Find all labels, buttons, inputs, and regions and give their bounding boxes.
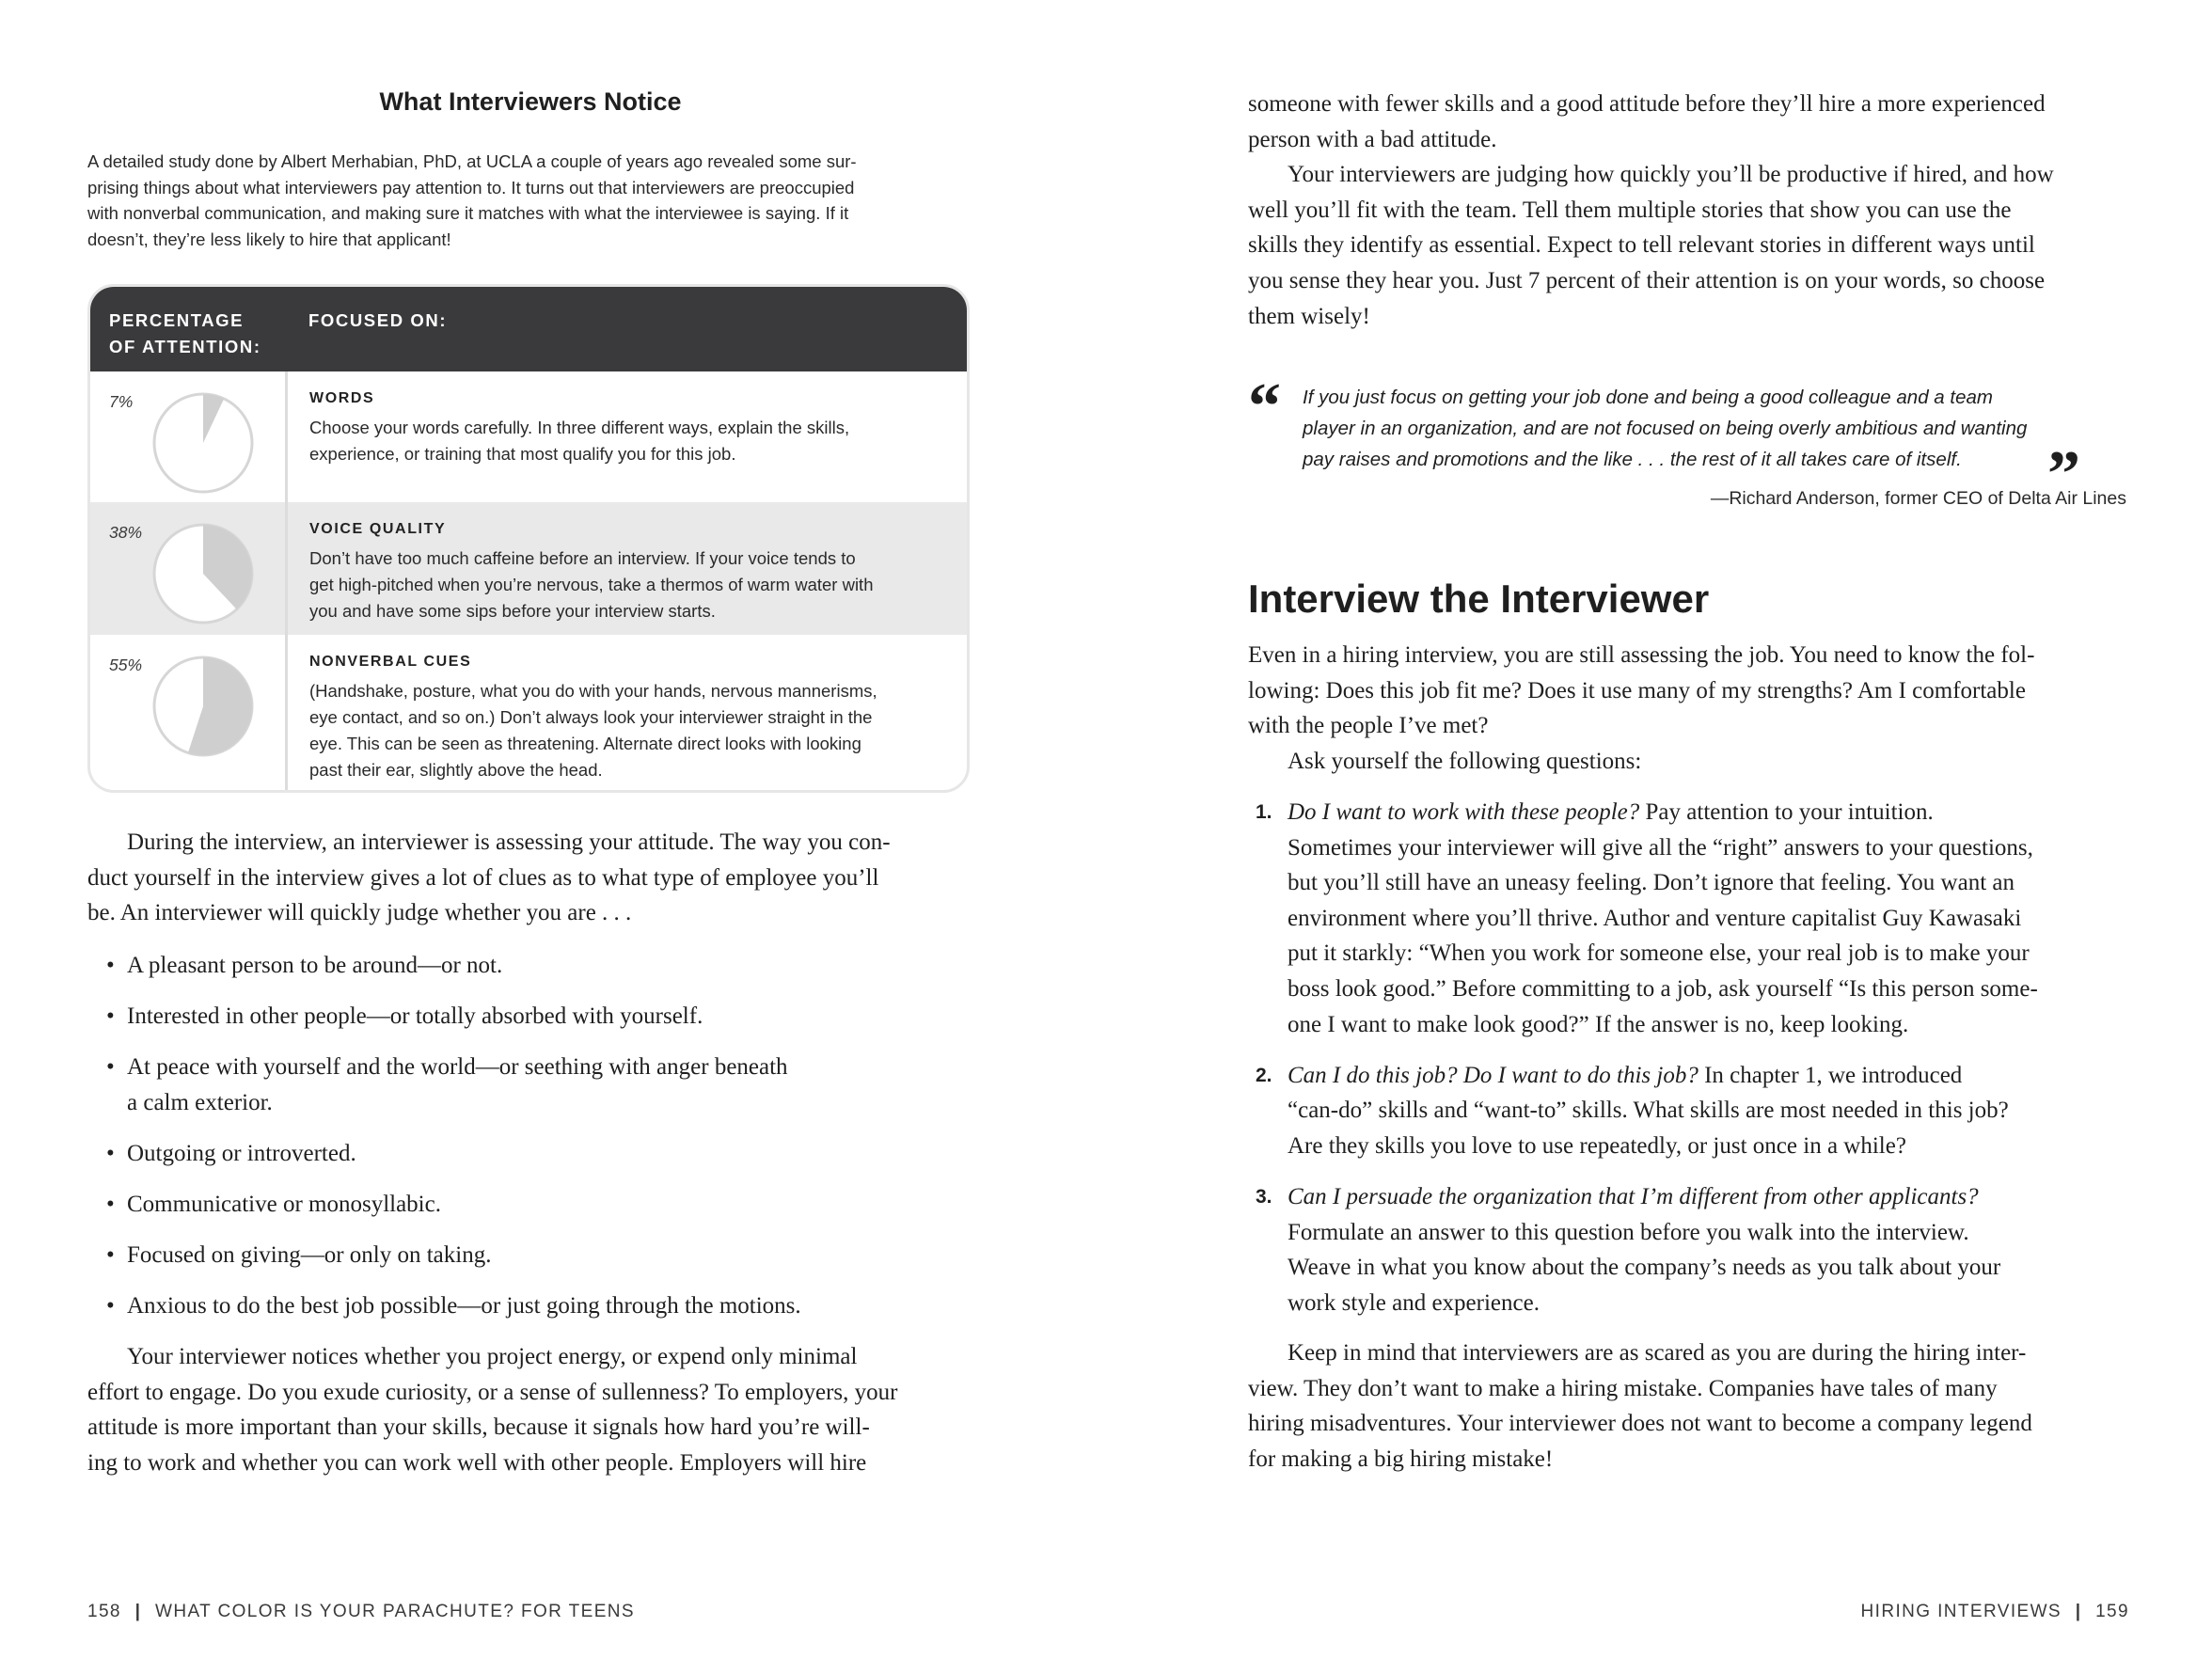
paragraph-line: hiring misadventures. Your interviewer does not want to become a company legend: [1248, 1411, 2032, 1437]
header-percentage-line2: OF ATTENTION:: [109, 337, 261, 356]
bullet-icon: •: [106, 1140, 115, 1166]
description-line: eye. This can be seen as threatening. Alternate direct looks with looking: [309, 734, 861, 753]
paragraph-energy: [87, 1339, 973, 1480]
question-text: Do I want to work with these people?: [1288, 799, 1640, 825]
list-item: [87, 1238, 973, 1273]
description-line: past their ear, slightly above the head.: [309, 760, 603, 780]
bullet-icon: •: [106, 1003, 115, 1030]
list-item: [87, 1187, 973, 1223]
paragraph-line: lowing: Does this job fit me? Does it use many of my strengths? Am I comfortable: [1248, 677, 2026, 703]
header-percentage: [109, 308, 261, 360]
header-focused-on: FOCUSED ON:: [308, 310, 448, 330]
paragraph-line: someone with fewer skills and a good attitude before they’ll hire a more experienced: [1248, 91, 2046, 117]
paragraph-line: Your interviewers are judging how quickly you’ll be productive if hired, and how: [1288, 162, 2054, 188]
list-item: [87, 1136, 973, 1172]
paragraph-line: duct yourself in the interview gives a lot of clues as to what type of employee you’ll: [87, 864, 879, 891]
paragraph-line: you sense they hear you. Just 7 percent of their attention is on your words, so choose: [1248, 267, 2046, 293]
paragraph-line: Keep in mind that interviewers are as scared as you are during the hiring inter-: [1288, 1340, 2027, 1366]
paragraph-continued: [1248, 87, 2126, 334]
list-item: [1248, 1179, 2126, 1320]
list-item-line: but you’ll still have an uneasy feeling. Don’t ignore that feeling. You want an: [1288, 870, 2014, 896]
intro-line: with nonverbal communication, and making sure it matches with what the interviewee is saying. If it: [87, 203, 849, 223]
sidebar-intro: [87, 149, 972, 252]
paragraph-assess-job: [1248, 638, 2126, 779]
quote-line: If you just focus on getting your job done and being a good colleague and a team: [1303, 387, 1993, 408]
paragraph-line: skills they identify as essential. Expect to tell relevant stories in different ways until: [1248, 232, 2035, 259]
paragraph-line: view. They don’t want to make a hiring mistake. Companies have tales of many: [1248, 1375, 1998, 1401]
list-item-text: Communicative or monosyllabic.: [127, 1191, 441, 1217]
list-item-line: Weave in what you know about the company’s needs as you talk about your: [1288, 1255, 2001, 1281]
paragraph-line: attitude is more important than your skills, because it signals how hard you’re will-: [87, 1414, 870, 1441]
list-item-line: boss look good.” Before committing to a job, ask yourself “Is this person some-: [1288, 975, 2038, 1002]
table-row-words: [90, 371, 967, 502]
bullet-icon: •: [106, 1191, 115, 1217]
intro-line: doesn’t, they’re less likely to hire that applicant!: [87, 229, 451, 249]
paragraph-line: Even in a hiring interview, you are still assessing the job. You need to know the fol-: [1248, 642, 2035, 668]
list-item-line: work style and experience.: [1288, 1289, 1540, 1316]
row-label: NONVERBAL CUES: [309, 654, 472, 670]
bullet-icon: •: [106, 1242, 115, 1269]
paragraph-line: Ask yourself the following questions:: [1288, 748, 1642, 774]
right-page: [1248, 0, 2126, 1659]
bullet-icon: •: [106, 1293, 115, 1319]
section-heading: Interview the Interviewer: [1248, 577, 1710, 621]
row-description: [309, 545, 958, 624]
numbered-list: [1248, 795, 2126, 1336]
page-number: 158: [87, 1602, 121, 1621]
paragraph-line: with the people I’ve met?: [1248, 713, 1489, 739]
list-item-line: environment where you’ll thrive. Author and venture capitalist Guy Kawasaki: [1288, 905, 2022, 931]
paragraph-line: well you’ll fit with the team. Tell them multiple stories that show you can use the: [1248, 197, 2012, 223]
list-item: [87, 1050, 973, 1120]
description-line: Choose your words carefully. In three different ways, explain the skills,: [309, 418, 850, 437]
paragraph-attitude: [87, 825, 973, 931]
list-number: 3.: [1256, 1185, 1272, 1208]
list-item: [87, 999, 973, 1035]
answer-text: In chapter 1, we introduced: [1698, 1062, 1963, 1088]
running-title: WHAT COLOR IS YOUR PARACHUTE? FOR TEENS: [155, 1602, 635, 1621]
paragraph-line: During the interview, an interviewer is assessing your attitude. The way you con-: [127, 830, 891, 855]
page-number: 159: [2095, 1602, 2129, 1621]
quote-attribution: —Richard Anderson, former CEO of Delta Air Lines: [1710, 488, 2126, 509]
paragraph-line: ing to work and whether you can work well with other people. Employers will hire: [87, 1449, 867, 1476]
answer-text: Pay attention to your intuition.: [1639, 799, 1934, 825]
pie-chart-voice-quality: [149, 519, 258, 628]
close-quote-icon: ”: [2047, 438, 2080, 511]
column-divider: [285, 635, 288, 793]
pie-chart-words: [149, 388, 258, 498]
column-divider: [285, 371, 288, 502]
row-description: [309, 678, 958, 783]
open-quote-icon: “: [1248, 371, 1281, 443]
list-item-text: a calm exterior.: [127, 1089, 273, 1115]
pie-chart-nonverbal-cues: [149, 652, 258, 761]
list-item: [87, 948, 973, 984]
description-line: eye contact, and so on.) Don’t always look your interviewer straight in the: [309, 707, 873, 727]
question-text: Can I do this job? Do I want to do this job?: [1288, 1062, 1698, 1088]
description-line: experience, or training that most qualify you for this job.: [309, 444, 736, 464]
list-item: [1248, 1058, 2126, 1164]
bullet-icon: •: [106, 1054, 115, 1081]
description-line: (Handshake, posture, what you do with your hands, nervous mannerisms,: [309, 681, 877, 701]
list-item-text: Interested in other people—or totally absorbed with yourself.: [127, 1003, 703, 1030]
intro-line: A detailed study done by Albert Merhabian, PhD, at UCLA a couple of years ago revealed some sur-: [87, 151, 857, 171]
description-line: Don’t have too much caffeine before an interview. If your voice tends to: [309, 548, 856, 568]
list-item-line: Sometimes your interviewer will give all the “right” answers to your questions,: [1288, 834, 2033, 861]
header-percentage-line1: PERCENTAGE: [109, 310, 245, 330]
list-number: 1.: [1256, 801, 1272, 823]
footer-left: [87, 1602, 635, 1622]
row-label: WORDS: [309, 390, 375, 406]
column-divider: [285, 502, 288, 635]
list-item-text: A pleasant person to be around—or not.: [127, 953, 503, 978]
percent-label: 7%: [109, 392, 134, 411]
description-line: get high-pitched when you’re nervous, take a thermos of warm water with: [309, 575, 874, 594]
question-text: Can I persuade the organization that I’m different from other applicants?: [1288, 1183, 1979, 1209]
list-item-text: At peace with yourself and the world—or seething with anger beneath: [127, 1054, 788, 1081]
list-item-text: Anxious to do the best job possible—or just going through the motions.: [127, 1293, 801, 1319]
attention-table: [87, 284, 970, 793]
sidebar-title: What Interviewers Notice: [379, 87, 682, 116]
table-row-nonverbal-cues: [90, 635, 967, 793]
row-description: [309, 415, 958, 467]
intro-line: prising things about what interviewers pay attention to. It turns out that interviewers are preoccupied: [87, 177, 855, 198]
footer-separator: |: [134, 1602, 142, 1621]
paragraph-line: them wisely!: [1248, 303, 1370, 329]
paragraph-line: effort to engage. Do you exude curiosity, or a sense of sullenness? To employers, your: [87, 1379, 898, 1405]
paragraph-line: person with a bad attitude.: [1248, 126, 1497, 152]
row-label: VOICE QUALITY: [309, 521, 447, 537]
paragraph-line: for making a big hiring mistake!: [1248, 1446, 1554, 1472]
list-item-text: Focused on giving—or only on taking.: [127, 1242, 492, 1269]
quote-line: player in an organization, and are not focused on being overly ambitious and wanting: [1303, 418, 2028, 439]
list-item-line: “can-do” skills and “want-to” skills. What skills are most needed in this job?: [1288, 1098, 2009, 1124]
footer-right: [1861, 1602, 2129, 1622]
list-item-line: one I want to make look good?” If the answer is no, keep looking.: [1288, 1011, 1909, 1037]
paragraph-hiring-mistake: [1248, 1335, 2126, 1477]
quote-text: [1303, 382, 2121, 475]
paragraph-line: be. An interviewer will quickly judge whether you are . . .: [87, 900, 632, 926]
list-item: [1248, 795, 2126, 1042]
running-title: HIRING INTERVIEWS: [1860, 1602, 2062, 1621]
bullet-icon: •: [106, 953, 115, 978]
footer-separator: |: [2075, 1602, 2082, 1621]
list-item: [87, 1288, 973, 1324]
description-line: you and have some sips before your interview starts.: [309, 601, 716, 621]
percent-label: 55%: [109, 656, 143, 674]
quote-line: pay raises and promotions and the like . . . the rest of it all takes care of itself.: [1303, 449, 1962, 470]
table-row-voice-quality: [90, 502, 967, 635]
percent-label: 38%: [109, 523, 143, 542]
bullet-list: [87, 948, 973, 1339]
table-header: [90, 287, 967, 371]
paragraph-line: Your interviewer notices whether you project energy, or expend only minimal: [127, 1344, 858, 1369]
left-page: [87, 0, 973, 1659]
list-item-line: Are they skills you love to use repeatedly, or just once in a while?: [1288, 1132, 1906, 1159]
list-number: 2.: [1256, 1064, 1272, 1086]
list-item-line: put it starkly: “When you work for someone else, your real job is to make your: [1288, 940, 2030, 967]
list-item-line: Formulate an answer to this question before you walk into the interview.: [1288, 1219, 1969, 1245]
list-item-text: Outgoing or introverted.: [127, 1140, 356, 1166]
